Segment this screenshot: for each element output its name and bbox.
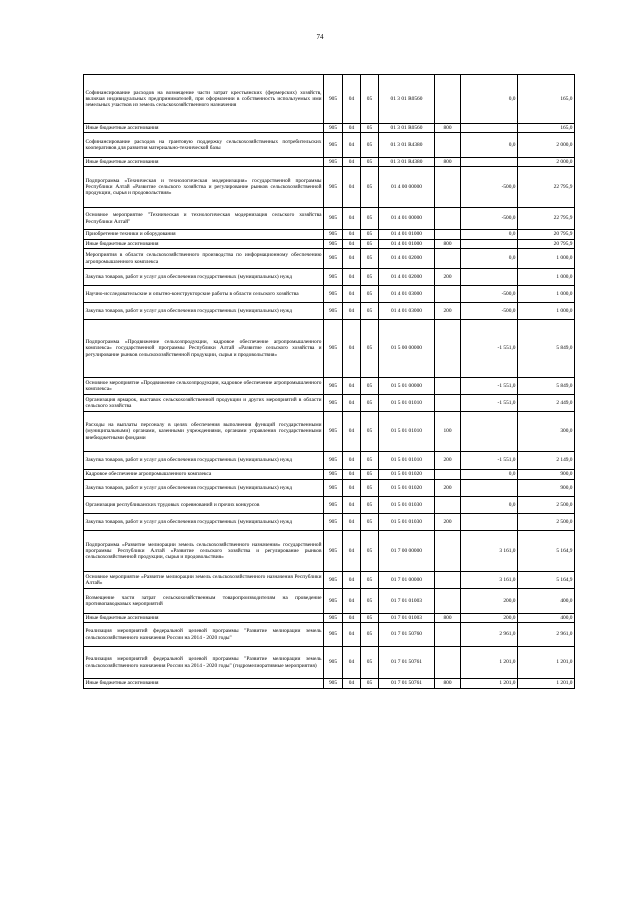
cell-rz: 04 (343, 395, 361, 412)
cell-name: Закупка товаров, работ и услуг для обеспечения государственных (муниципальных) нужд (84, 303, 324, 320)
cell-change: 200,0 (461, 614, 518, 623)
cell-rz: 04 (343, 589, 361, 614)
table-row (84, 623, 575, 647)
table-row (84, 572, 575, 589)
cell-csr: 01 5 01 01030 (379, 497, 435, 514)
cell-vr: 800 (435, 679, 461, 689)
cell-grbs: 905 (324, 647, 343, 679)
cell-total: 5 164,9 (518, 572, 575, 589)
cell-change (461, 480, 518, 497)
cell-vr (435, 647, 461, 679)
cell-vr: 200 (435, 514, 461, 531)
cell-change: -500,0 (461, 303, 518, 320)
table-row (84, 158, 575, 167)
cell-vr (435, 167, 461, 208)
table-row (84, 124, 575, 133)
cell-csr: 01 4 01 02000 (379, 249, 435, 269)
cell-pr: 05 (361, 124, 379, 133)
cell-csr: 01 4 01 01000 (379, 240, 435, 249)
cell-grbs: 905 (324, 395, 343, 412)
cell-grbs: 905 (324, 623, 343, 647)
cell-change: 2 961,0 (461, 623, 518, 647)
cell-csr: 01 4 01 01000 (379, 230, 435, 240)
cell-rz: 04 (343, 531, 361, 572)
cell-csr: 01 4 01 03000 (379, 286, 435, 303)
cell-total: 20 795,9 (518, 230, 575, 240)
cell-rz: 04 (343, 230, 361, 240)
cell-total: 22 795,9 (518, 208, 575, 230)
cell-name: Иные бюджетные ассигнования (84, 240, 324, 249)
cell-pr: 05 (361, 320, 379, 378)
cell-total: 2 000,0 (518, 158, 575, 167)
cell-vr (435, 470, 461, 480)
cell-pr: 05 (361, 514, 379, 531)
table-row (84, 286, 575, 303)
cell-grbs: 905 (324, 480, 343, 497)
cell-csr: 01 3 01 R0560 (379, 75, 435, 124)
cell-total: 2 961,0 (518, 623, 575, 647)
cell-change (461, 412, 518, 452)
cell-rz: 04 (343, 75, 361, 124)
table-row (84, 303, 575, 320)
cell-vr: 800 (435, 240, 461, 249)
cell-rz: 04 (343, 514, 361, 531)
cell-rz: 04 (343, 269, 361, 286)
cell-rz: 04 (343, 480, 361, 497)
cell-rz: 04 (343, 124, 361, 133)
cell-csr: 01 5 01 01010 (379, 412, 435, 452)
cell-grbs: 905 (324, 230, 343, 240)
cell-pr: 05 (361, 412, 379, 452)
cell-change (461, 158, 518, 167)
cell-vr (435, 589, 461, 614)
cell-csr: 01 5 01 00000 (379, 378, 435, 395)
cell-name: Иные бюджетные ассигнования (84, 679, 324, 689)
cell-vr (435, 378, 461, 395)
cell-change: -500,0 (461, 286, 518, 303)
cell-name: Кадровое обеспечение агропромышленного комплекса (84, 470, 324, 480)
table-row (84, 395, 575, 412)
cell-change: -1 551,0 (461, 452, 518, 470)
cell-pr: 05 (361, 480, 379, 497)
cell-pr: 05 (361, 531, 379, 572)
cell-pr: 05 (361, 158, 379, 167)
cell-change: 0,0 (461, 75, 518, 124)
cell-name: Организация республиканских трудовых соревнований и прочих конкурсов (84, 497, 324, 514)
cell-vr (435, 133, 461, 158)
cell-grbs: 905 (324, 320, 343, 378)
cell-vr: 200 (435, 480, 461, 497)
cell-vr: 100 (435, 412, 461, 452)
cell-pr: 05 (361, 623, 379, 647)
cell-csr: 01 5 01 01010 (379, 452, 435, 470)
cell-change: -1 551,0 (461, 320, 518, 378)
cell-vr: 200 (435, 452, 461, 470)
budget-table (83, 74, 575, 689)
cell-change: -1 551,0 (461, 395, 518, 412)
cell-rz: 04 (343, 286, 361, 303)
cell-csr: 01 7 00 00000 (379, 531, 435, 572)
cell-change: 3 161,0 (461, 531, 518, 572)
table-row (84, 249, 575, 269)
table-row (84, 378, 575, 395)
cell-csr: 01 7 01 50760 (379, 623, 435, 647)
cell-name: Иные бюджетные ассигнования (84, 614, 324, 623)
table-row (84, 167, 575, 208)
cell-csr: 01 5 01 01020 (379, 470, 435, 480)
cell-name: Мероприятия в области сельскохозяйственного производства по информационному обеспечению агропромышленного комплекса (84, 249, 324, 269)
cell-grbs: 905 (324, 589, 343, 614)
cell-rz: 04 (343, 470, 361, 480)
cell-total: 2 500,0 (518, 514, 575, 531)
table-row (84, 614, 575, 623)
cell-csr: 01 4 01 03000 (379, 303, 435, 320)
cell-name: Основное мероприятие «Развитие мелиорации земель сельскохозяйственного назначения Республики Алтай» (84, 572, 324, 589)
cell-change: 1 201,0 (461, 647, 518, 679)
cell-grbs: 905 (324, 572, 343, 589)
cell-rz: 04 (343, 133, 361, 158)
cell-grbs: 905 (324, 679, 343, 689)
cell-csr: 01 3 01 R4380 (379, 158, 435, 167)
cell-grbs: 905 (324, 470, 343, 480)
cell-total: 2 449,0 (518, 395, 575, 412)
cell-rz: 04 (343, 240, 361, 249)
cell-total: 900,0 (518, 470, 575, 480)
cell-name: Возмещение части затрат сельскохозяйственным товаропроизводителям на проведение противопаводковых мероприятий (84, 589, 324, 614)
cell-rz: 04 (343, 572, 361, 589)
cell-name: Приобретение техники и оборудования (84, 230, 324, 240)
cell-rz: 04 (343, 249, 361, 269)
cell-csr: 01 4 01 00000 (379, 208, 435, 230)
cell-name: Основное мероприятие «Продвижение сельхозпродукции, кадровое обеспечение агропромышленного комплекса» (84, 378, 324, 395)
cell-rz: 04 (343, 679, 361, 689)
cell-total: 20 795,9 (518, 240, 575, 249)
cell-rz: 04 (343, 378, 361, 395)
cell-pr: 05 (361, 497, 379, 514)
cell-total: 2 149,0 (518, 452, 575, 470)
cell-vr (435, 623, 461, 647)
cell-pr: 05 (361, 647, 379, 679)
cell-grbs: 905 (324, 249, 343, 269)
cell-rz: 04 (343, 647, 361, 679)
cell-name: Софинансирование расходов на грантовую поддержку сельскохозяйственных потребительских кооперативов для развития материально-технической базы (84, 133, 324, 158)
cell-pr: 05 (361, 614, 379, 623)
cell-total: 1 000,0 (518, 269, 575, 286)
cell-csr: 01 3 01 R4380 (379, 133, 435, 158)
cell-pr: 05 (361, 269, 379, 286)
cell-pr: 05 (361, 75, 379, 124)
cell-rz: 04 (343, 158, 361, 167)
cell-vr (435, 531, 461, 572)
cell-rz: 04 (343, 452, 361, 470)
cell-pr: 05 (361, 589, 379, 614)
cell-vr (435, 286, 461, 303)
table-row (84, 531, 575, 572)
cell-total: 1 000,0 (518, 249, 575, 269)
table-row (84, 230, 575, 240)
cell-pr: 05 (361, 286, 379, 303)
cell-total: 900,0 (518, 480, 575, 497)
cell-grbs: 905 (324, 133, 343, 158)
cell-total: 400,0 (518, 614, 575, 623)
cell-total: 2 000,0 (518, 133, 575, 158)
cell-total: 22 795,9 (518, 167, 575, 208)
cell-grbs: 905 (324, 412, 343, 452)
cell-change: 0,0 (461, 249, 518, 269)
cell-vr (435, 249, 461, 269)
cell-pr: 05 (361, 452, 379, 470)
cell-csr: 01 5 01 01030 (379, 514, 435, 531)
cell-vr: 800 (435, 124, 461, 133)
cell-pr: 05 (361, 208, 379, 230)
cell-name: Закупка товаров, работ и услуг для обеспечения государственных (муниципальных) нужд (84, 452, 324, 470)
cell-name: Иные бюджетные ассигнования (84, 124, 324, 133)
cell-grbs: 905 (324, 514, 343, 531)
cell-pr: 05 (361, 249, 379, 269)
cell-vr: 200 (435, 269, 461, 286)
cell-grbs: 905 (324, 531, 343, 572)
cell-rz: 04 (343, 167, 361, 208)
cell-csr: 01 4 00 00000 (379, 167, 435, 208)
cell-pr: 05 (361, 679, 379, 689)
cell-grbs: 905 (324, 269, 343, 286)
cell-grbs: 905 (324, 378, 343, 395)
cell-pr: 05 (361, 240, 379, 249)
cell-csr: 01 5 00 00000 (379, 320, 435, 378)
cell-change: 200,0 (461, 589, 518, 614)
cell-change: -500,0 (461, 167, 518, 208)
cell-name: Подпрограмма «Техническая и технологическая модернизация» государственной программы Республики Алтай «Развитие сельского хозяйства и регулирование рынков сельскохозяйственной продукции, сырья и продовольствия» (84, 167, 324, 208)
cell-vr: 800 (435, 614, 461, 623)
cell-total: 5 849,0 (518, 378, 575, 395)
cell-csr: 01 5 01 01010 (379, 395, 435, 412)
cell-vr (435, 395, 461, 412)
cell-name: Подпрограмма «Продвижение сельхозпродукции, кадровое обеспечение агропромышленного комплекса» государственной программы Республики Алтай «Развитие сельского хозяйства и регулирование рынков сельскохозяйственной продукции, сырья и продовольствия» (84, 320, 324, 378)
cell-change: 0,0 (461, 230, 518, 240)
cell-grbs: 905 (324, 614, 343, 623)
cell-vr: 800 (435, 158, 461, 167)
cell-name: Основное мероприятие "Техническая и технологическая модернизация сельского хозяйства Республики Алтай" (84, 208, 324, 230)
cell-change: -1 551,0 (461, 378, 518, 395)
table-row (84, 497, 575, 514)
cell-csr: 01 7 01 01003 (379, 614, 435, 623)
table-row (84, 679, 575, 689)
cell-rz: 04 (343, 208, 361, 230)
cell-grbs: 905 (324, 452, 343, 470)
cell-pr: 05 (361, 230, 379, 240)
cell-name: Реализация мероприятий федеральной целевой программы "Развитие мелиорации земель сельскохозяйственного назначения России на 2014 - 2020 годы" (гидромелиоративные мероприятия) (84, 647, 324, 679)
cell-grbs: 905 (324, 124, 343, 133)
cell-change: 1 201,0 (461, 679, 518, 689)
cell-change (461, 240, 518, 249)
cell-rz: 04 (343, 412, 361, 452)
cell-vr (435, 572, 461, 589)
cell-rz: 04 (343, 497, 361, 514)
table-row (84, 470, 575, 480)
cell-pr: 05 (361, 378, 379, 395)
cell-total: 165,0 (518, 124, 575, 133)
cell-rz: 04 (343, 320, 361, 378)
cell-total: 1 201,0 (518, 647, 575, 679)
cell-name: Подпрограмма «Развитие мелиорации земель сельскохозяйственного назначения» государственной программы Республики Алтай «Развитие сельского хозяйства и регулирование рынков сельскохозяйственной продукции, сырья и продовольствия» (84, 531, 324, 572)
cell-pr: 05 (361, 133, 379, 158)
table-row (84, 269, 575, 286)
cell-pr: 05 (361, 572, 379, 589)
cell-grbs: 905 (324, 286, 343, 303)
cell-total: 400,0 (518, 589, 575, 614)
cell-csr: 01 3 01 R0560 (379, 124, 435, 133)
cell-csr: 01 7 01 01003 (379, 589, 435, 614)
cell-name: Закупка товаров, работ и услуг для обеспечения государственных (муниципальных) нужд (84, 480, 324, 497)
cell-pr: 05 (361, 470, 379, 480)
cell-change (461, 514, 518, 531)
table-row (84, 412, 575, 452)
cell-csr: 01 5 01 01020 (379, 480, 435, 497)
cell-csr: 01 7 01 50761 (379, 679, 435, 689)
cell-vr (435, 230, 461, 240)
cell-change: -500,0 (461, 208, 518, 230)
cell-rz: 04 (343, 614, 361, 623)
cell-pr: 05 (361, 395, 379, 412)
cell-name: Реализация мероприятий федеральной целевой программы "Развитие мелиорации земель сельскохозяйственного назначения России на 2014 - 2020 годы" (84, 623, 324, 647)
cell-change: 3 161,0 (461, 572, 518, 589)
cell-change: 0,0 (461, 470, 518, 480)
table-row (84, 452, 575, 470)
cell-name: Расходы на выплаты персоналу в целях обеспечения выполнения функций государственными (муниципальными) органами, казенными учреждениями, органами управления государственными внебюджетными фондами (84, 412, 324, 452)
cell-vr: 200 (435, 303, 461, 320)
table-row (84, 208, 575, 230)
cell-vr (435, 497, 461, 514)
cell-total: 300,0 (518, 412, 575, 452)
cell-grbs: 905 (324, 75, 343, 124)
cell-grbs: 905 (324, 167, 343, 208)
cell-name: Закупка товаров, работ и услуг для обеспечения государственных (муниципальных) нужд (84, 514, 324, 531)
cell-change (461, 269, 518, 286)
cell-total: 2 500,0 (518, 497, 575, 514)
cell-change: 0,0 (461, 497, 518, 514)
cell-total: 1 000,0 (518, 286, 575, 303)
table-row (84, 75, 575, 124)
cell-total: 5 849,0 (518, 320, 575, 378)
cell-total: 165,0 (518, 75, 575, 124)
table-row (84, 480, 575, 497)
cell-vr (435, 75, 461, 124)
cell-name: Иные бюджетные ассигнования (84, 158, 324, 167)
cell-pr: 05 (361, 167, 379, 208)
table-row (84, 320, 575, 378)
cell-rz: 04 (343, 623, 361, 647)
cell-csr: 01 4 01 02000 (379, 269, 435, 286)
cell-name: Закупка товаров, работ и услуг для обеспечения государственных (муниципальных) нужд (84, 269, 324, 286)
cell-grbs: 905 (324, 497, 343, 514)
table-row (84, 647, 575, 679)
cell-total: 1 201,0 (518, 679, 575, 689)
cell-change: 0,0 (461, 133, 518, 158)
page-number: 74 (316, 33, 324, 41)
table-row (84, 514, 575, 531)
cell-csr: 01 7 01 50761 (379, 647, 435, 679)
cell-grbs: 905 (324, 158, 343, 167)
cell-total: 5 164,9 (518, 531, 575, 572)
cell-csr: 01 7 01 00000 (379, 572, 435, 589)
cell-grbs: 905 (324, 303, 343, 320)
cell-vr (435, 320, 461, 378)
table-row (84, 589, 575, 614)
table-row (84, 133, 575, 158)
cell-name: Научно-исследовательские и опытно-конструкторские работы в области сельского хозяйства (84, 286, 324, 303)
cell-vr (435, 208, 461, 230)
cell-rz: 04 (343, 303, 361, 320)
cell-pr: 05 (361, 303, 379, 320)
cell-grbs: 905 (324, 240, 343, 249)
cell-name: Софинансирование расходов на возмещение части затрат крестьянских (фермерских) хозяйств, включая индивидуальных предпринимателей, при оформлении в собственность используемых ими земельных участков из земель сельскохозяйственного назначения (84, 75, 324, 124)
cell-grbs: 905 (324, 208, 343, 230)
cell-change (461, 124, 518, 133)
cell-name: Организация ярмарок, выставок сельскохозяйственной продукции и других мероприятий в области сельского хозяйства (84, 395, 324, 412)
cell-total: 1 000,0 (518, 303, 575, 320)
table-row (84, 240, 575, 249)
